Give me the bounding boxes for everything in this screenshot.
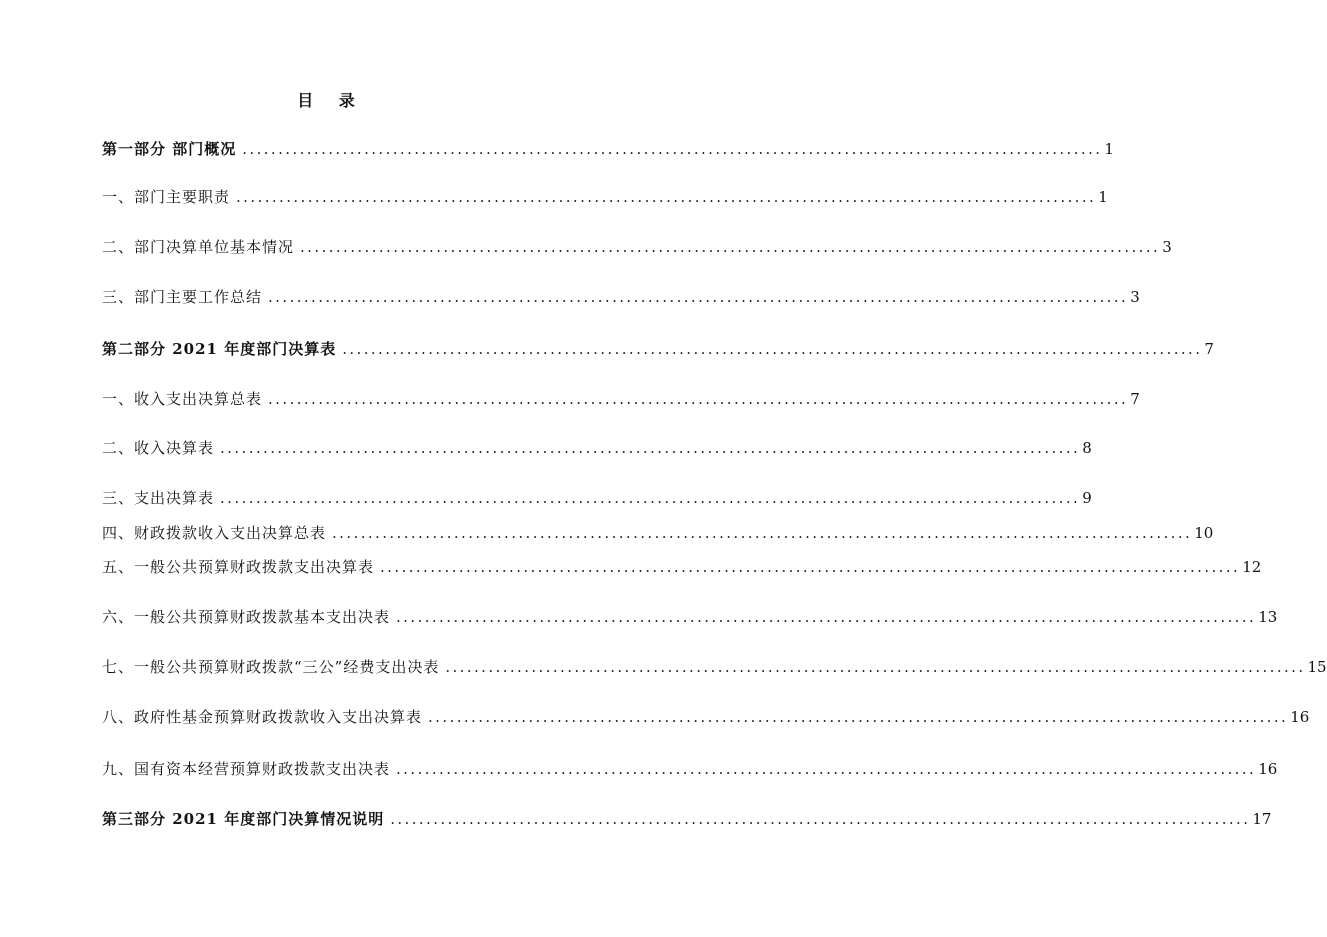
toc-entry-page: 15: [1307, 658, 1327, 676]
toc-entry: [102, 437, 1092, 459]
toc-leader-dots: ........................................................................................................................: [268, 390, 1129, 408]
toc-entry-label: 一、部门主要职责: [102, 188, 231, 206]
toc-entry-label: 八、政府性基金预算财政拨款收入支出决算表: [102, 708, 423, 726]
toc-title: 目 录: [297, 91, 365, 110]
toc-entry: [102, 388, 1140, 410]
toc-entry-label: 九、国有资本经营预算财政拨款支出决表: [102, 760, 391, 778]
toc-entry: [102, 706, 1310, 728]
toc-leader-dots: ........................................................................................................................: [220, 489, 1081, 507]
toc-entry-label: 四、财政拨款收入支出决算总表: [102, 524, 327, 542]
toc-entry-page: 7: [1204, 340, 1214, 358]
toc-entry-page: 8: [1082, 439, 1092, 457]
toc-leader-dots: ........................................................................................................................: [428, 708, 1289, 726]
toc-leader-dots: ........................................................................................................................: [220, 439, 1081, 457]
toc-entry-page: 1: [1104, 140, 1114, 158]
toc-leader-dots: ........................................................................................................................: [300, 238, 1161, 256]
toc-leader-dots: ........................................................................................................................: [242, 140, 1103, 158]
toc-leader-dots: ........................................................................................................................: [396, 608, 1257, 626]
toc-entry-label: 三、支出决算表: [102, 489, 215, 507]
toc-entry-label: 第一部分 部门概况: [102, 140, 237, 158]
toc-entry: [102, 808, 1272, 830]
toc-entry-page: 7: [1130, 390, 1140, 408]
toc-entry-page: 10: [1194, 524, 1214, 542]
toc-entry-page: 3: [1162, 238, 1172, 256]
toc-entry: [102, 656, 1327, 678]
toc-leader-dots: ........................................................................................................................: [380, 558, 1241, 576]
toc-entry: [102, 556, 1262, 578]
toc-leader-dots: ........................................................................................................................: [445, 658, 1306, 676]
toc-entry-page: 9: [1082, 489, 1092, 507]
toc-entry-label: 一、收入支出决算总表: [102, 390, 263, 408]
toc-entry-page: 12: [1242, 558, 1262, 576]
toc-entry: [102, 286, 1140, 308]
toc-entry-label: 第二部分 2021 年度部门决算表: [102, 340, 337, 358]
toc-entry-label: 五、一般公共预算财政拨款支出决算表: [102, 558, 375, 576]
toc-entry: [102, 487, 1092, 509]
toc-entry-page: 17: [1252, 810, 1272, 828]
toc-entry-page: 16: [1258, 760, 1278, 778]
toc-leader-dots: ........................................................................................................................: [236, 188, 1097, 206]
toc-leader-dots: ........................................................................................................................: [342, 340, 1203, 358]
toc-entry: [102, 186, 1108, 208]
toc-entry-page: 16: [1290, 708, 1310, 726]
toc-entry: [102, 338, 1214, 360]
toc-entry: [102, 758, 1278, 780]
toc-leader-dots: ........................................................................................................................: [390, 810, 1251, 828]
toc-entry-label: 七、一般公共预算财政拨款“三公”经费支出决表: [102, 658, 440, 676]
toc-entry-label: 二、收入决算表: [102, 439, 215, 457]
toc-entry-page: 3: [1130, 288, 1140, 306]
toc-entry-page: 13: [1258, 608, 1278, 626]
toc-entry: [102, 138, 1114, 160]
toc-entry-label: 第三部分 2021 年度部门决算情况说明: [102, 810, 385, 828]
toc-entry: [102, 522, 1214, 544]
toc-entry-label: 六、一般公共预算财政拨款基本支出决表: [102, 608, 391, 626]
toc-entry-page: 1: [1098, 188, 1108, 206]
toc-entry: [102, 606, 1278, 628]
toc-entry: [102, 236, 1172, 258]
toc-leader-dots: ........................................................................................................................: [332, 524, 1193, 542]
toc-entry-label: 二、部门决算单位基本情况: [102, 238, 295, 256]
toc-leader-dots: ........................................................................................................................: [396, 760, 1257, 778]
toc-leader-dots: ........................................................................................................................: [268, 288, 1129, 306]
toc-entry-label: 三、部门主要工作总结: [102, 288, 263, 306]
